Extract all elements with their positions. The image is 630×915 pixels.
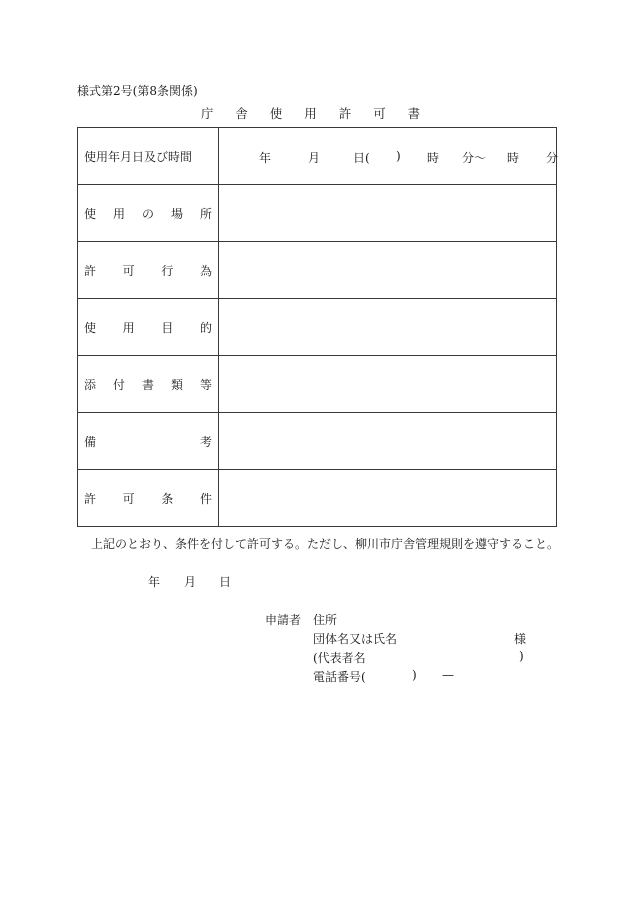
label-char: 備 <box>84 434 97 449</box>
label-char: 用 <box>122 320 135 335</box>
issue-day-unit: 日 <box>219 575 232 589</box>
minute-end-unit: 分 <box>546 151 559 165</box>
label-char: 書 <box>141 377 154 392</box>
representative-close: ) <box>519 649 524 663</box>
document-title: 庁 舎 使 用 許 可 書 <box>200 106 430 121</box>
issue-year-unit: 年 <box>148 575 161 589</box>
label-char: 使 <box>84 206 97 221</box>
applicant-label: 申請者 <box>265 613 302 627</box>
representative-open[interactable]: (代表者名 <box>313 651 366 665</box>
phone-dash: — <box>442 668 454 682</box>
label-char: 条 <box>161 491 174 506</box>
phone-label[interactable]: 電話番号( <box>313 670 366 684</box>
row-label-location <box>78 185 219 242</box>
day-open: 日( <box>353 151 370 165</box>
year-unit: 年 <box>259 151 272 165</box>
label-char: 等 <box>199 377 212 392</box>
row-label-permitted-act <box>78 242 219 299</box>
table-row <box>78 185 557 242</box>
remarks-field[interactable] <box>219 413 557 470</box>
table-row <box>78 470 557 527</box>
label-char: 添 <box>84 377 97 392</box>
row-label-usage-datetime <box>78 128 219 185</box>
label-char: 的 <box>199 320 212 335</box>
label-char: 許 <box>84 263 97 278</box>
row-label-purpose <box>78 299 219 356</box>
label-char: 件 <box>199 491 212 506</box>
label-char: 許 <box>84 491 97 506</box>
month-unit: 月 <box>308 151 321 165</box>
table-row <box>78 356 557 413</box>
row-label-attachments <box>78 356 219 413</box>
row-label-remarks <box>78 413 219 470</box>
label-char: 場 <box>170 206 183 221</box>
label-char: 用 <box>112 206 125 221</box>
table-row <box>78 413 557 470</box>
issue-month-unit: 月 <box>184 575 197 589</box>
permit-note: 上記のとおり、条件を付して許可する。ただし、柳川市庁舎管理規則を遵守すること。 <box>91 537 560 551</box>
hour-end-unit: 時 <box>507 151 520 165</box>
address-label[interactable]: 住所 <box>313 613 338 627</box>
label-char: 類 <box>170 377 183 392</box>
attachments-field[interactable] <box>219 356 557 413</box>
label-char: 使 <box>84 320 97 335</box>
label-char: 可 <box>122 263 135 278</box>
purpose-field[interactable] <box>219 299 557 356</box>
label-char: 為 <box>199 263 212 278</box>
row-label-text: 使用年月日及び時間 <box>84 149 193 164</box>
label-char: の <box>141 206 154 221</box>
location-field[interactable] <box>219 185 557 242</box>
form-number: 様式第2号(第8条関係) <box>77 84 198 98</box>
hour-start-unit: 時 <box>427 151 440 165</box>
minute-start-unit: 分〜 <box>462 151 487 165</box>
label-char: 目 <box>161 320 174 335</box>
table-row <box>78 299 557 356</box>
table-row <box>78 128 557 185</box>
usage-datetime-field[interactable] <box>219 128 557 185</box>
honorific: 様 <box>514 632 527 646</box>
label-char: 可 <box>122 491 135 506</box>
permit-table <box>77 127 557 527</box>
permitted-act-field[interactable] <box>219 242 557 299</box>
name-label[interactable]: 団体名又は氏名 <box>313 632 398 646</box>
label-char: 行 <box>161 263 174 278</box>
table-row <box>78 242 557 299</box>
label-char: 所 <box>199 206 212 221</box>
label-char: 考 <box>199 434 212 449</box>
phone-close: ) <box>412 668 417 682</box>
row-label-conditions <box>78 470 219 527</box>
label-char: 付 <box>112 377 125 392</box>
conditions-field[interactable] <box>219 470 557 527</box>
day-close: ) <box>396 149 401 163</box>
